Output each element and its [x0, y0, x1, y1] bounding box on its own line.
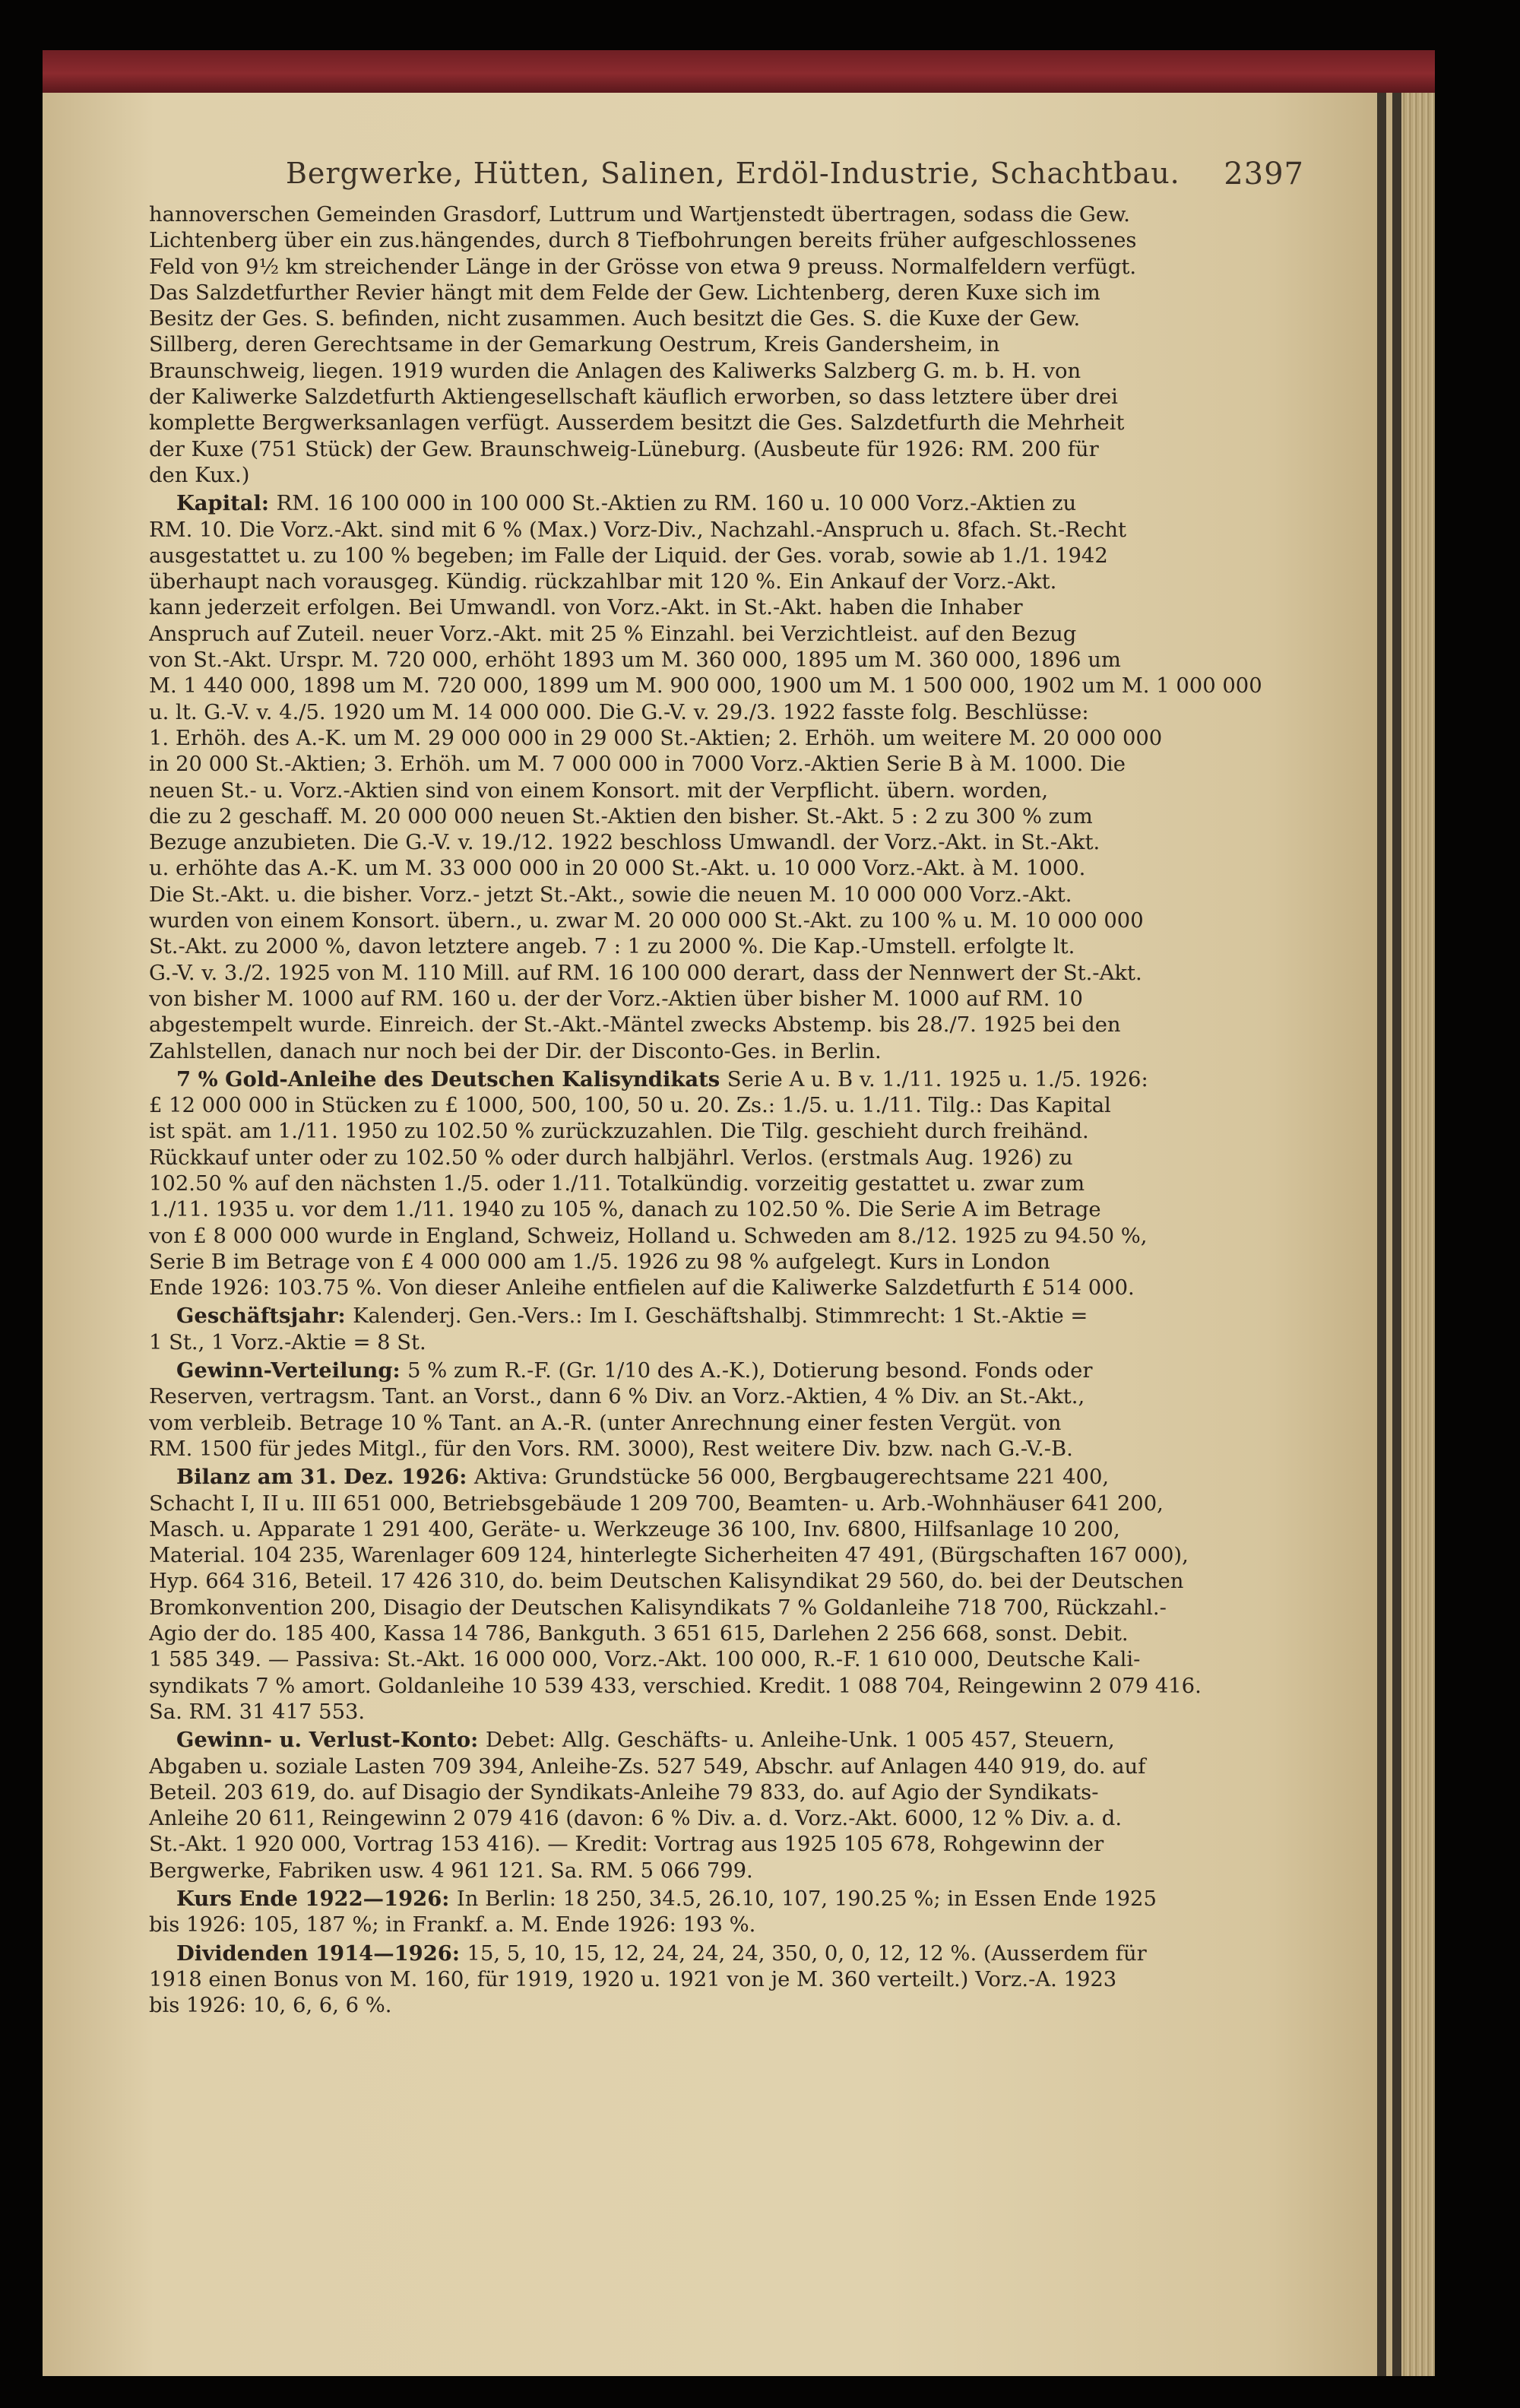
text-line: RM. 10. Die Vorz.-Akt. sind mit 6 % (Max.) Vorz-Div., Nachzahl.-Anspruch u. 8fach. St.-Recht [149, 518, 1126, 542]
paragraph [149, 1464, 1304, 1725]
text-line: Bezuge anzubieten. Die G.-V. v. 19./12. 1922 beschloss Umwandl. der Vorz.-Akt. in St.-Akt. [149, 831, 1100, 855]
text-line: Agio der do. 185 400, Kassa 14 786, Bankguth. 3 651 615, Darlehen 2 256 668, sonst. Debit. [149, 1622, 1129, 1646]
text-line: Das Salzdetfurther Revier hängt mit dem Felde der Gew. Lichtenberg, deren Kuxe sich im [149, 280, 1100, 305]
text-line: abgestempelt wurde. Einreich. der St.-Akt.-Mäntel zwecks Abstemp. bis 28./7. 1925 bei den [149, 1013, 1121, 1038]
text-line: kann jederzeit erfolgen. Bei Umwandl. von Vorz.-Akt. in St.-Akt. haben die Inhaber [149, 596, 1023, 620]
running-head [149, 157, 1304, 202]
text-line: Dividenden 1914—1926: 15, 5, 10, 15, 12, 24, 24, 24, 350, 0, 0, 12, 12 %. (Ausserdem für [176, 1941, 1147, 1966]
section-label: Gewinn- u. Verlust-Konto: [176, 1728, 486, 1753]
text-line: den Kux.) [149, 463, 250, 487]
paragraph [149, 1727, 1304, 1884]
text-line: ausgestattet u. zu 100 % begeben; im Falle der Liquid. der Ges. vorab, sowie ab 1./1. 1942 [149, 543, 1108, 568]
text-line: überhaupt nach vorausgeg. Kündig. rückzahlbar mit 120 %. Ein Ankauf der Vorz.-Akt. [149, 570, 1057, 594]
text-line: 1918 einen Bonus von M. 160, für 1919, 1920 u. 1921 von je M. 360 verteilt.) Vorz.-A. 1923 [149, 1967, 1117, 1991]
text-line: Zahlstellen, danach nur noch bei der Dir. der Disconto-Ges. in Berlin. [149, 1039, 882, 1063]
text-line: Besitz der Ges. S. befinden, nicht zusammen. Auch besitzt die Ges. S. die Kuxe der Gew. [149, 307, 1081, 331]
text-line: Die St.-Akt. u. die bisher. Vorz.- jetzt St.-Akt., sowie die neuen M. 10 000 000 Vorz.-Akt. [149, 882, 1072, 907]
text-line: bis 1926: 105, 187 %; in Frankf. a. M. Ende 1926: 193 %. [149, 1913, 756, 1937]
text-line: Sillberg, deren Gerechtsame in der Gemarkung Oestrum, Kreis Gandersheim, in [149, 333, 1000, 357]
body-text [149, 202, 1304, 2020]
text-line: Sa. RM. 31 417 553. [149, 1700, 366, 1724]
text-line: M. 1 440 000, 1898 um M. 720 000, 1899 um M. 900 000, 1900 um M. 1 500 000, 1902 um M. 1 000 000 [149, 674, 1262, 699]
text-line: Anleihe 20 611, Reingewinn 2 079 416 (davon: 6 % Div. a. d. Vorz.-Akt. 6000, 12 % Div. a. d. [149, 1807, 1123, 1831]
page-edge-shadow [1377, 93, 1386, 2376]
text-line: St.-Akt. zu 2000 %, davon letztere angeb. 7 : 1 zu 2000 %. Die Kap.-Umstell. erfolgte lt. [149, 935, 1075, 959]
text-line: von St.-Akt. Urspr. M. 720 000, erhöht 1893 um M. 360 000, 1895 um M. 360 000, 1896 um [149, 648, 1121, 673]
text-line: Bergwerke, Fabriken usw. 4 961 121. Sa. RM. 5 066 799. [149, 1858, 753, 1883]
text-line: wurden von einem Konsort. übern., u. zwar M. 20 000 000 St.-Akt. zu 100 % u. M. 10 000 000 [149, 909, 1144, 933]
page-content [149, 157, 1304, 2020]
paragraph [149, 202, 1304, 489]
section-label: Kapital: [176, 491, 277, 516]
text-line: Feld von 9½ km streichender Länge in der Grösse von etwa 9 preuss. Normalfeldern verfügt. [149, 255, 1137, 279]
text-line: Masch. u. Apparate 1 291 400, Geräte- u. Werkzeuge 36 100, Inv. 6800, Hilfsanlage 10 200, [149, 1517, 1120, 1541]
section-label: Geschäftsjahr: [176, 1304, 353, 1329]
text-line: syndikats 7 % amort. Goldanleihe 10 539 433, verschied. Kredit. 1 088 704, Reingewinn 2 079 416. [149, 1674, 1202, 1698]
text-line: 1 St., 1 Vorz.-Aktie = 8 St. [149, 1330, 426, 1354]
text-line: Geschäftsjahr: Kalenderj. Gen.-Vers.: Im I. Geschäftshalbj. Stimmrecht: 1 St.-Aktie = [176, 1304, 1088, 1329]
text-line: ist spät. am 1./11. 1950 zu 102.50 % zurückzuzahlen. Die Tilg. geschieht durch freihänd. [149, 1120, 1089, 1144]
running-head-title: Bergwerke, Hütten, Salinen, Erdöl-Industrie, Schachtbau. [286, 157, 1180, 190]
text-line: bis 1926: 10, 6, 6, 6 %. [149, 1994, 392, 2018]
text-line: Reserven, vertragsm. Tant. an Vorst., dann 6 % Div. an Vorz.-Aktien, 4 % Div. an St.-Akt., [149, 1385, 1085, 1409]
text-line: Anspruch auf Zuteil. neuer Vorz.-Akt. mit 25 % Einzahl. bei Verzichtleist. auf den Bezug [149, 622, 1077, 646]
text-line: Bilanz am 31. Dez. 1926: Aktiva: Grundstücke 56 000, Bergbaugerechtsame 221 400, [176, 1465, 1110, 1490]
text-line: Serie B im Betrage von £ 4 000 000 am 1./5. 1926 zu 98 % aufgelegt. Kurs in London [149, 1250, 1050, 1274]
text-line: Material. 104 235, Warenlager 609 124, hinterlegte Sicherheiten 47 491, (Bürgschaften 167 000), [149, 1544, 1189, 1568]
text-line: die zu 2 geschaff. M. 20 000 000 neuen St.-Aktien den bisher. St.-Akt. 5 : 2 zu 300 % zum [149, 804, 1093, 829]
text-line: RM. 1500 für jedes Mitgl., für den Vors. RM. 3000), Rest weitere Div. bzw. nach G.-V.-B. [149, 1437, 1073, 1461]
text-line: vom verbleib. Betrage 10 % Tant. an A.-R. (unter Anrechnung einer festen Vergüt. von [149, 1411, 1062, 1435]
paragraph [149, 1941, 1304, 2020]
book-binding-edge [43, 50, 1435, 93]
text-line: Abgaben u. soziale Lasten 709 394, Anleihe-Zs. 527 549, Abschr. auf Anlagen 440 919, do. auf [149, 1754, 1146, 1779]
text-line: 1 585 349. — Passiva: St.-Akt. 16 000 000, Vorz.-Akt. 100 000, R.-F. 1 610 000, Deutsche Kali- [149, 1648, 1141, 1672]
text-line: komplette Bergwerksanlagen verfügt. Ausserdem besitzt die Ges. Salzdetfurth die Mehrheit [149, 411, 1125, 436]
text-line: Braunschweig, liegen. 1919 wurden die Anlagen des Kaliwerks Salzberg G. m. b. H. von [149, 359, 1081, 383]
section-label: Bilanz am 31. Dez. 1926: [176, 1465, 474, 1490]
paragraph [149, 1358, 1304, 1462]
text-line: neuen St.- u. Vorz.-Aktien sind von einem Konsort. mit der Verpflicht. übern. worden, [149, 778, 1049, 803]
text-line: u. erhöhte das A.-K. um M. 33 000 000 in 20 000 St.-Akt. u. 10 000 Vorz.-Akt. à M. 1000. [149, 857, 1086, 881]
text-line: £ 12 000 000 in Stücken zu £ 1000, 500, 100, 50 u. 20. Zs.: 1./5. u. 1./11. Tilg.: Das Kapital [149, 1094, 1111, 1118]
text-line: G.-V. v. 3./2. 1925 von M. 110 Mill. auf RM. 16 100 000 derart, dass der Nennwert der St.-Akt. [149, 961, 1142, 985]
text-line: Gewinn-Verteilung: 5 % zum R.-F. (Gr. 1/10 des A.-K.), Dotierung besond. Fonds oder [176, 1358, 1093, 1383]
page-edge-shadow [1392, 93, 1401, 2376]
section-label: Gewinn-Verteilung: [176, 1358, 408, 1383]
text-line: 7 % Gold-Anleihe des Deutschen Kalisyndikats Serie A u. B v. 1./11. 1925 u. 1./5. 1926: [176, 1066, 1148, 1092]
text-line: Schacht I, II u. III 651 000, Betriebsgebäude 1 209 700, Beamten- u. Arb.-Wohnhäuser 641 200, [149, 1491, 1164, 1516]
text-line: Hyp. 664 316, Beteil. 17 426 310, do. beim Deutschen Kalisyndikat 29 560, do. bei der Deutschen [149, 1570, 1184, 1594]
text-line: in 20 000 St.-Aktien; 3. Erhöh. um M. 7 000 000 in 7000 Vorz.-Aktien Serie B à M. 1000. Die [149, 752, 1126, 777]
text-line: 1. Erhöh. des A.-K. um M. 29 000 000 in 29 000 St.-Aktien; 2. Erhöh. um weitere M. 20 000 000 [149, 726, 1163, 750]
page-edges [1400, 93, 1435, 2376]
paragraph [149, 1066, 1304, 1302]
text-line: Lichtenberg über ein zus.hängendes, durch 8 Tiefbohrungen bereits früher aufgeschlossenes [149, 229, 1137, 253]
section-label: Dividenden 1914—1926: [176, 1941, 467, 1966]
text-line: Ende 1926: 103.75 %. Von dieser Anleihe entfielen auf die Kaliwerke Salzdetfurth £ 514 000. [149, 1276, 1135, 1301]
text-line: Bromkonvention 200, Disagio der Deutschen Kalisyndikats 7 % Goldanleihe 718 700, Rückzahl.- [149, 1595, 1167, 1620]
text-line: St.-Akt. 1 920 000, Vortrag 153 416). — Kredit: Vortrag aus 1925 105 678, Rohgewinn der [149, 1833, 1104, 1857]
text-line: 102.50 % auf den nächsten 1./5. oder 1./11. Totalkündig. vorzeitig gestattet u. zwar zum [149, 1171, 1085, 1196]
text-line: Beteil. 203 619, do. auf Disagio der Syndikats-Anleihe 79 833, do. auf Agio der Syndikats- [149, 1780, 1099, 1804]
section-label: Kurs Ende 1922—1926: [176, 1887, 457, 1911]
text-line: 1./11. 1935 u. vor dem 1./11. 1940 zu 105 %, danach zu 102.50 %. Die Serie A im Betrage [149, 1198, 1101, 1222]
text-line: von £ 8 000 000 wurde in England, Schweiz, Holland u. Schweden am 8./12. 1925 zu 94.50 %, [149, 1224, 1148, 1248]
section-label: 7 % Gold-Anleihe des Deutschen Kalisyndikats [176, 1066, 727, 1092]
text-line: Rückkauf unter oder zu 102.50 % oder durch halbjährl. Verlos. (erstmals Aug. 1926) zu [149, 1145, 1073, 1170]
paragraph [149, 1303, 1304, 1356]
book-page [43, 50, 1435, 2376]
text-line: der Kaliwerke Salzdetfurth Aktiengesellschaft käuflich erworben, so dass letztere über drei [149, 385, 1118, 410]
page-number: 2397 [1224, 157, 1304, 192]
text-line: hannoverschen Gemeinden Grasdorf, Luttrum und Wartjenstedt übertragen, sodass die Gew. [149, 203, 1130, 227]
text-line: Kurs Ende 1922—1926: In Berlin: 18 250, 34.5, 26.10, 107, 190.25 %; in Essen Ende 1925 [176, 1887, 1157, 1911]
text-line: der Kuxe (751 Stück) der Gew. Braunschweig-Lüneburg. (Ausbeute für 1926: RM. 200 für [149, 437, 1099, 461]
text-line: Kapital: RM. 16 100 000 in 100 000 St.-Aktien zu RM. 160 u. 10 000 Vorz.-Aktien zu [176, 491, 1077, 516]
text-line: Gewinn- u. Verlust-Konto: Debet: Allg. Geschäfts- u. Anleihe-Unk. 1 005 457, Steuern, [176, 1728, 1115, 1753]
text-line: von bisher M. 1000 auf RM. 160 u. der der Vorz.-Aktien über bisher M. 1000 auf RM. 10 [149, 987, 1083, 1011]
paragraph [149, 490, 1304, 1065]
paragraph [149, 1886, 1304, 1939]
text-line: u. lt. G.-V. v. 4./5. 1920 um M. 14 000 000. Die G.-V. v. 29./3. 1922 fasste folg. Beschlüsse: [149, 700, 1089, 724]
